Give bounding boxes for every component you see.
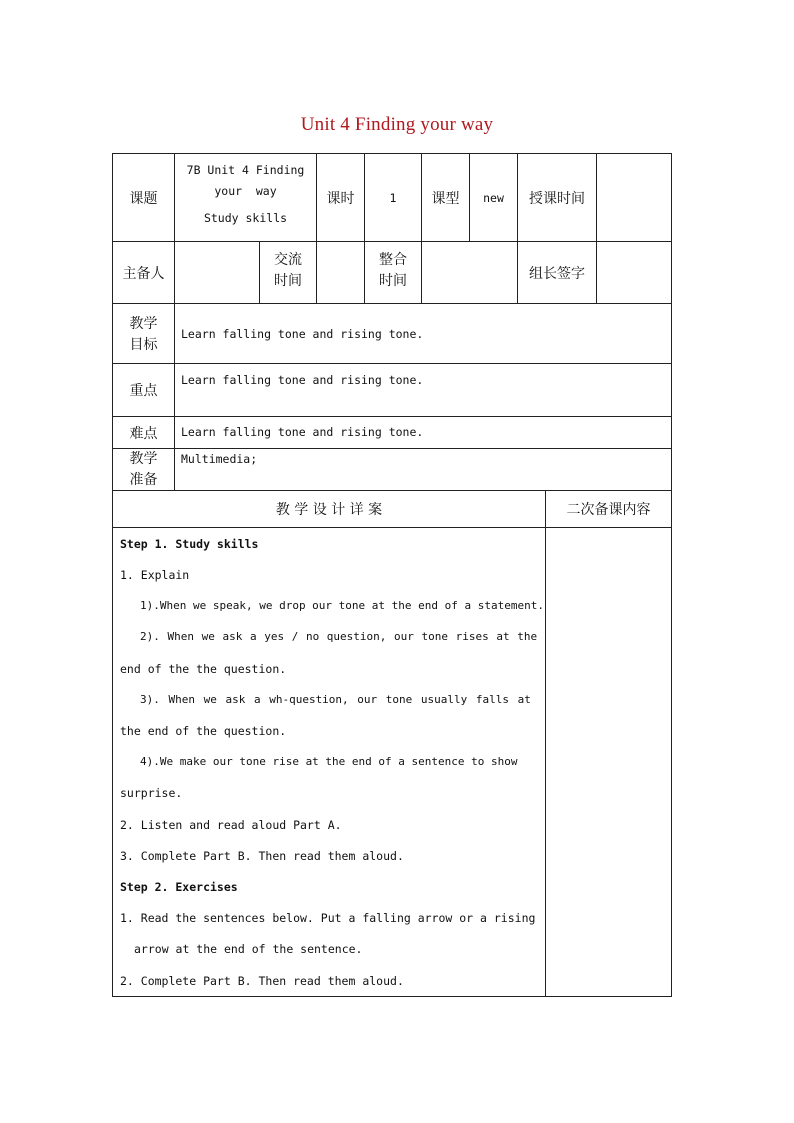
design-line: the end of the question. (120, 724, 287, 738)
design-line: 2. Complete Part B. Then read them aloud. (120, 974, 404, 988)
design-line: 3). When we ask a wh-question, our tone usually falls at (140, 693, 531, 706)
design-line: 1. Read the sentences below. Put a falling arrow or a rising (120, 911, 536, 925)
preparation-label (113, 449, 174, 490)
objectives-label-line-2: 目标 (129, 337, 158, 353)
second-prep-content[interactable] (546, 528, 671, 996)
topic-line-2: your way (214, 184, 277, 198)
topic-line-3: Study skills (203, 211, 288, 225)
exchange-time-value[interactable] (317, 242, 364, 303)
step-2-heading: Step 2. Exercises (120, 880, 238, 894)
difficulties-value: Learn falling tone and rising tone. (181, 425, 424, 439)
key-points-value: Learn falling tone and rising tone. (181, 373, 424, 387)
design-line: surprise. (120, 786, 183, 800)
key-points-label: 重点 (129, 383, 158, 399)
design-line: end of the the question. (120, 662, 287, 676)
design-line: 4).We make our tone rise at the end of a sentence to show (140, 755, 518, 768)
topic-line-1: 7B Unit 4 Finding (186, 163, 305, 177)
design-line: 1).When we speak, we drop our tone at the end of a statement. (140, 599, 544, 612)
integrate-label-line-1: 整合 (379, 252, 407, 268)
integrate-time-value[interactable] (422, 242, 517, 303)
step-1-heading: Step 1. Study skills (120, 537, 259, 551)
preparation-value: Multimedia; (181, 452, 258, 466)
preparer-label: 主备人 (122, 265, 165, 282)
preparation-label-line-1: 教学 (129, 451, 158, 467)
type-label: 课型 (431, 190, 460, 207)
leader-sign-label: 组长签字 (529, 265, 585, 282)
design-line: arrow at the end of the sentence. (134, 942, 363, 956)
topic-value (175, 160, 316, 240)
page-title: Unit 4 Finding your way (300, 114, 494, 135)
teach-time-value[interactable] (597, 154, 671, 241)
integrate-time-label (365, 250, 421, 300)
periods-value: 1 (389, 190, 397, 205)
design-heading: 教 学 设 计 详 案 (275, 502, 383, 518)
preparer-value[interactable] (175, 242, 259, 303)
exchange-label-line-1: 交流 (274, 252, 302, 268)
integrate-label-line-2: 时间 (379, 273, 407, 289)
objectives-label-line-1: 教学 (129, 316, 158, 332)
leader-sign-value[interactable] (597, 242, 671, 303)
design-line: 3. Complete Part B. Then read them aloud. (120, 849, 404, 863)
difficulties-label: 难点 (129, 425, 158, 442)
periods-label: 课时 (326, 190, 355, 207)
exchange-label-line-2: 时间 (274, 273, 302, 289)
preparation-label-line-2: 准备 (129, 472, 158, 488)
objectives-value: Learn falling tone and rising tone. (181, 327, 424, 341)
type-value: new (483, 190, 504, 205)
design-line: 2). When we ask a yes / no question, our tone rises at the (140, 630, 538, 643)
design-line: 2. Listen and read aloud Part A. (120, 818, 342, 832)
objectives-label (113, 314, 174, 362)
topic-label: 课题 (129, 190, 158, 207)
second-prep-heading: 二次备课内容 (566, 502, 651, 518)
design-line: 1. Explain (120, 568, 190, 582)
teach-time-label: 授课时间 (529, 190, 585, 207)
exchange-time-label (260, 250, 316, 300)
